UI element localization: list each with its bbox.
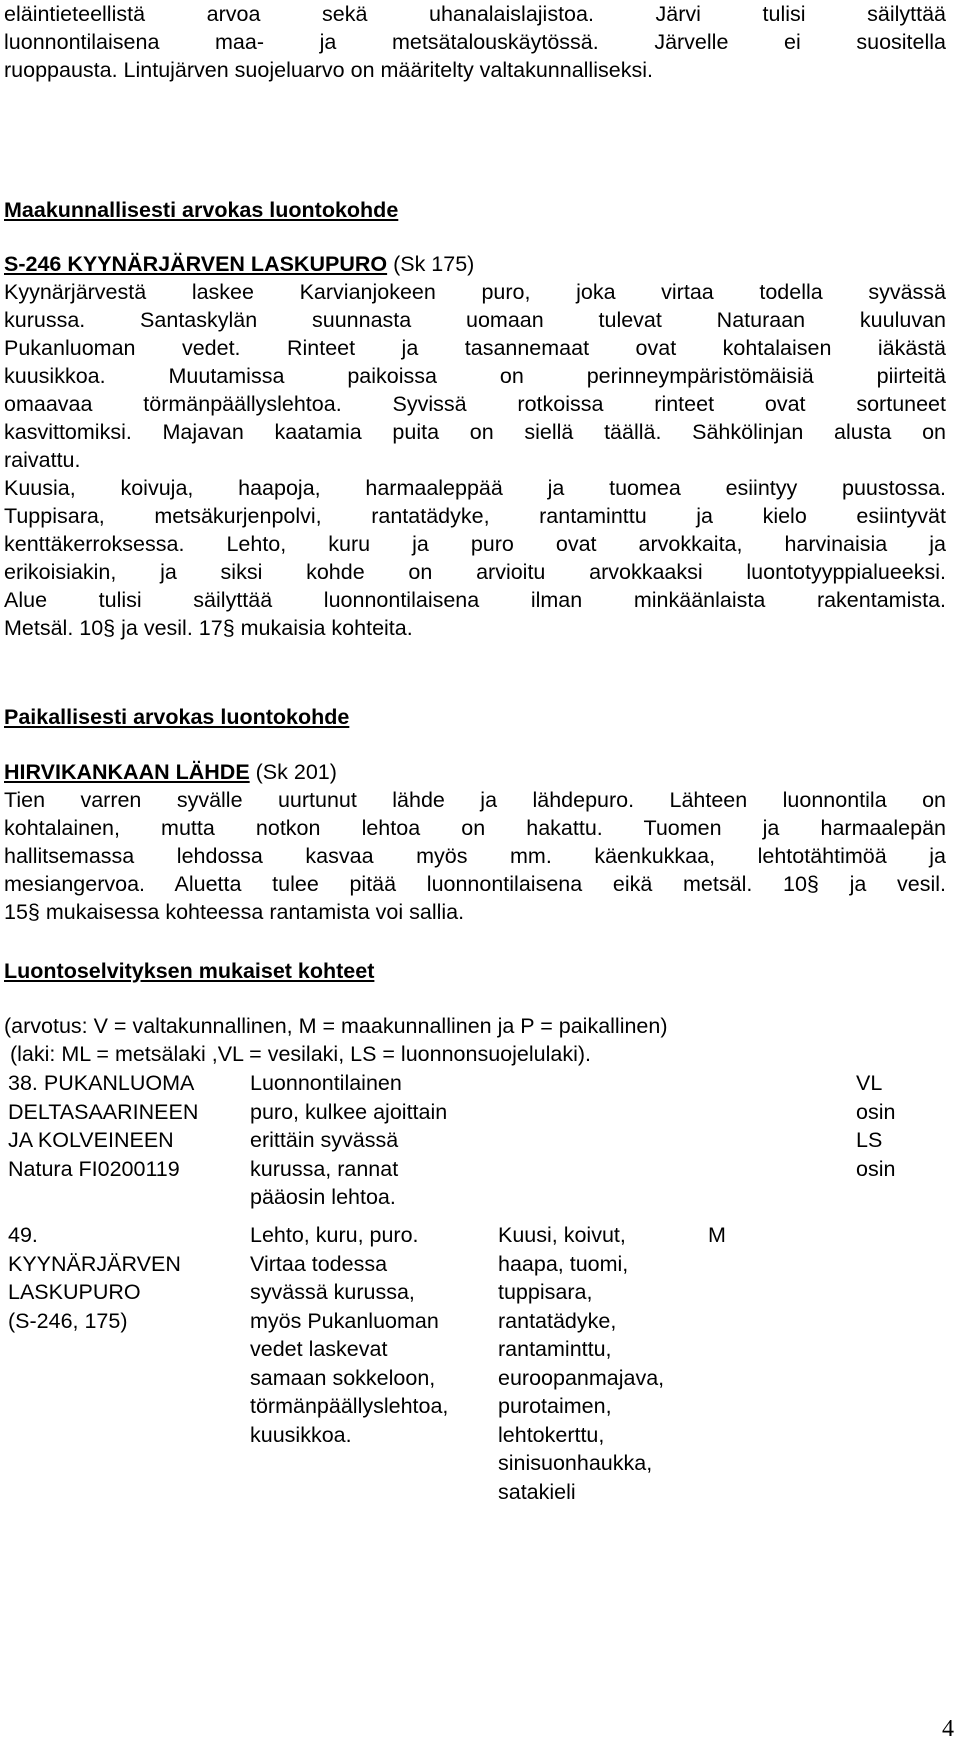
law-line: VL [856, 1071, 883, 1095]
item-name-line: KYYNÄRJÄRVEN [8, 1251, 181, 1276]
species-line: euroopanmajava, [498, 1365, 665, 1390]
species-line: lehtokerttu, [498, 1422, 605, 1447]
site-title-hirvikankaan-lahde [4, 758, 337, 786]
paragraph-line: raivattu. [4, 448, 81, 472]
items-table [4, 1069, 946, 1506]
item-description-cell [250, 1069, 498, 1221]
paragraph-line: kohtalainen, mutta notkon lehtoa on hakattu. Tuomen ja harmaalepän [4, 816, 946, 840]
section-heading-paikallinen: Paikallisesti arvokas luontokohde [4, 705, 350, 729]
paragraph-line: erikoisiakin, ja siksi kohde on arvioitu arvokkaaksi luontotyyppialueeksi. [4, 560, 946, 584]
paragraph-line: hallitsemassa lehdossa kasvaa myös mm. käenkukkaa, lehtotähtimöä ja [4, 844, 946, 868]
section1-paragraph [4, 278, 946, 642]
paragraph-line: kuusikkoa. Muutamissa paikoissa on perinneympäristömäisiä piirteitä [4, 364, 946, 388]
description-line: Lehto, kuru, puro. [250, 1223, 419, 1247]
intro-line: luonnontilaisena maa- ja metsätalouskäytössä. Järvelle ei suositella [4, 30, 946, 54]
item-species-cell [498, 1069, 708, 1221]
species-line: tuppisara, [498, 1280, 593, 1304]
description-line: myös Pukanluoman [250, 1308, 439, 1333]
paragraph-line: Tuppisara, metsäkurjenpolvi, rantatädyke, rantaminttu ja kielo esiintyvät [4, 504, 946, 528]
item-name-line: DELTASAARINEEN [8, 1099, 199, 1124]
paragraph-line: kenttäkerroksessa. Lehto, kuru ja puro ovat arvokkaita, harvinaisia ja [4, 532, 946, 556]
site-title-kyynarjarven-laskupuro [4, 250, 474, 278]
law-line: LS [856, 1128, 883, 1152]
site-name: S-246 KYYNÄRJÄRVEN LASKUPURO [4, 252, 388, 276]
section-heading-luontoselvitys: Luontoselvityksen mukaiset kohteet [4, 959, 375, 983]
paragraph-line: mesiangervoa. Aluetta tulee pitää luonnontilaisena eikä metsäl. 10§ ja vesil. [4, 872, 946, 896]
paragraph-line: Kyynärjärvestä laskee Karvianjokeen puro, joka virtaa todella syvässä [4, 280, 946, 304]
species-line: Kuusi, koivut, [498, 1223, 626, 1247]
table-row [4, 1069, 946, 1221]
species-line: satakieli [498, 1479, 576, 1504]
paragraph-line: 15§ mukaisessa kohteessa rantamista voi sallia. [4, 900, 465, 924]
law-line: osin [856, 1099, 896, 1124]
paragraph-line: omaavaa törmänpäällyslehtoa. Syvissä rotkoissa rinteet ovat sortuneet [4, 392, 946, 416]
description-line: pääosin lehtoa. [250, 1185, 396, 1209]
description-line: kuusikkoa. [250, 1422, 352, 1447]
item-value-cell [708, 1069, 800, 1221]
item-name-cell [4, 1221, 250, 1506]
item-name-line: (S-246, 175) [8, 1308, 128, 1333]
description-line: samaan sokkeloon, [250, 1365, 436, 1390]
item-name-line: 49. [8, 1223, 38, 1247]
item-law-cell [800, 1069, 946, 1221]
intro-line: eläintieteellistä arvoa sekä uhanalaislajistoa. Järvi tulisi säilyttää [4, 2, 946, 26]
table-row [4, 1221, 946, 1506]
site-ref: (Sk 175) [387, 252, 475, 276]
species-line: rantaminttu, [498, 1337, 612, 1361]
item-value-cell: M [708, 1223, 726, 1247]
site-name: HIRVIKANKAAN LÄHDE [4, 760, 250, 784]
description-line: törmänpäällyslehtoa, [250, 1394, 449, 1418]
item-name-cell [4, 1069, 250, 1221]
paragraph-line: kasvittomiksi. Majavan kaatamia puita on siellä täällä. Sähkölinjan alusta on [4, 420, 946, 444]
species-line: purotaimen, [498, 1394, 612, 1418]
description-line: puro, kulkee ajoittain [250, 1099, 448, 1124]
intro-line: ruoppausta. Lintujärven suojeluarvo on määritelty valtakunnalliseksi. [4, 58, 653, 82]
species-line: rantatädyke, [498, 1308, 617, 1333]
item-name-line: 38. PUKANLUOMA [8, 1071, 195, 1095]
item-law-cell [800, 1221, 946, 1506]
paragraph-line: kurussa. Santaskylän suunnasta uomaan tulevat Naturaan kuuluvan [4, 308, 946, 332]
law-line: osin [856, 1156, 896, 1181]
paragraph-line: Kuusia, koivuja, haapoja, harmaaleppää ja tuomea esiintyy puustossa. [4, 476, 946, 500]
species-line: haapa, tuomi, [498, 1251, 629, 1276]
section-heading-maakunnallinen: Maakunnallisesti arvokas luontokohde [4, 198, 399, 222]
paragraph-line: Metsäl. 10§ ja vesil. 17§ mukaisia kohteita. [4, 616, 413, 640]
description-line: Virtaa todessa [250, 1251, 388, 1276]
description-line: kurussa, rannat [250, 1156, 399, 1181]
paragraph-line: Tien varren syvälle uurtunut lähde ja lähdepuro. Lähteen luonnontila on [4, 788, 946, 812]
item-description-cell [250, 1221, 498, 1506]
description-line: vedet laskevat [250, 1337, 388, 1361]
section2-paragraph [4, 786, 946, 926]
legend-arvotus: (arvotus: V = valtakunnallinen, M = maakunnallinen ja P = paikallinen) [4, 1014, 668, 1038]
paragraph-line: Alue tulisi säilyttää luonnontilaisena ilman minkäänlaista rakentamista. [4, 588, 946, 612]
item-name-line: JA KOLVEINEEN [8, 1128, 174, 1152]
description-line: syvässä kurussa, [250, 1280, 415, 1304]
item-name-line: Natura FI0200119 [8, 1156, 180, 1181]
legend-laki: (laki: ML = metsälaki ,VL = vesilaki, LS = luonnonsuojelulaki). [10, 1042, 591, 1066]
description-line: Luonnontilainen [250, 1071, 402, 1095]
item-species-cell [498, 1221, 708, 1506]
description-line: erittäin syvässä [250, 1128, 399, 1152]
species-line: sinisuonhaukka, [498, 1451, 653, 1475]
paragraph-line: Pukanluoman vedet. Rinteet ja tasannemaat ovat kohtalaisen iäkästä [4, 336, 946, 360]
site-ref: (Sk 201) [249, 760, 337, 784]
intro-paragraph [4, 0, 946, 84]
item-name-line: LASKUPURO [8, 1280, 141, 1304]
page-number: 4 [942, 1716, 954, 1742]
